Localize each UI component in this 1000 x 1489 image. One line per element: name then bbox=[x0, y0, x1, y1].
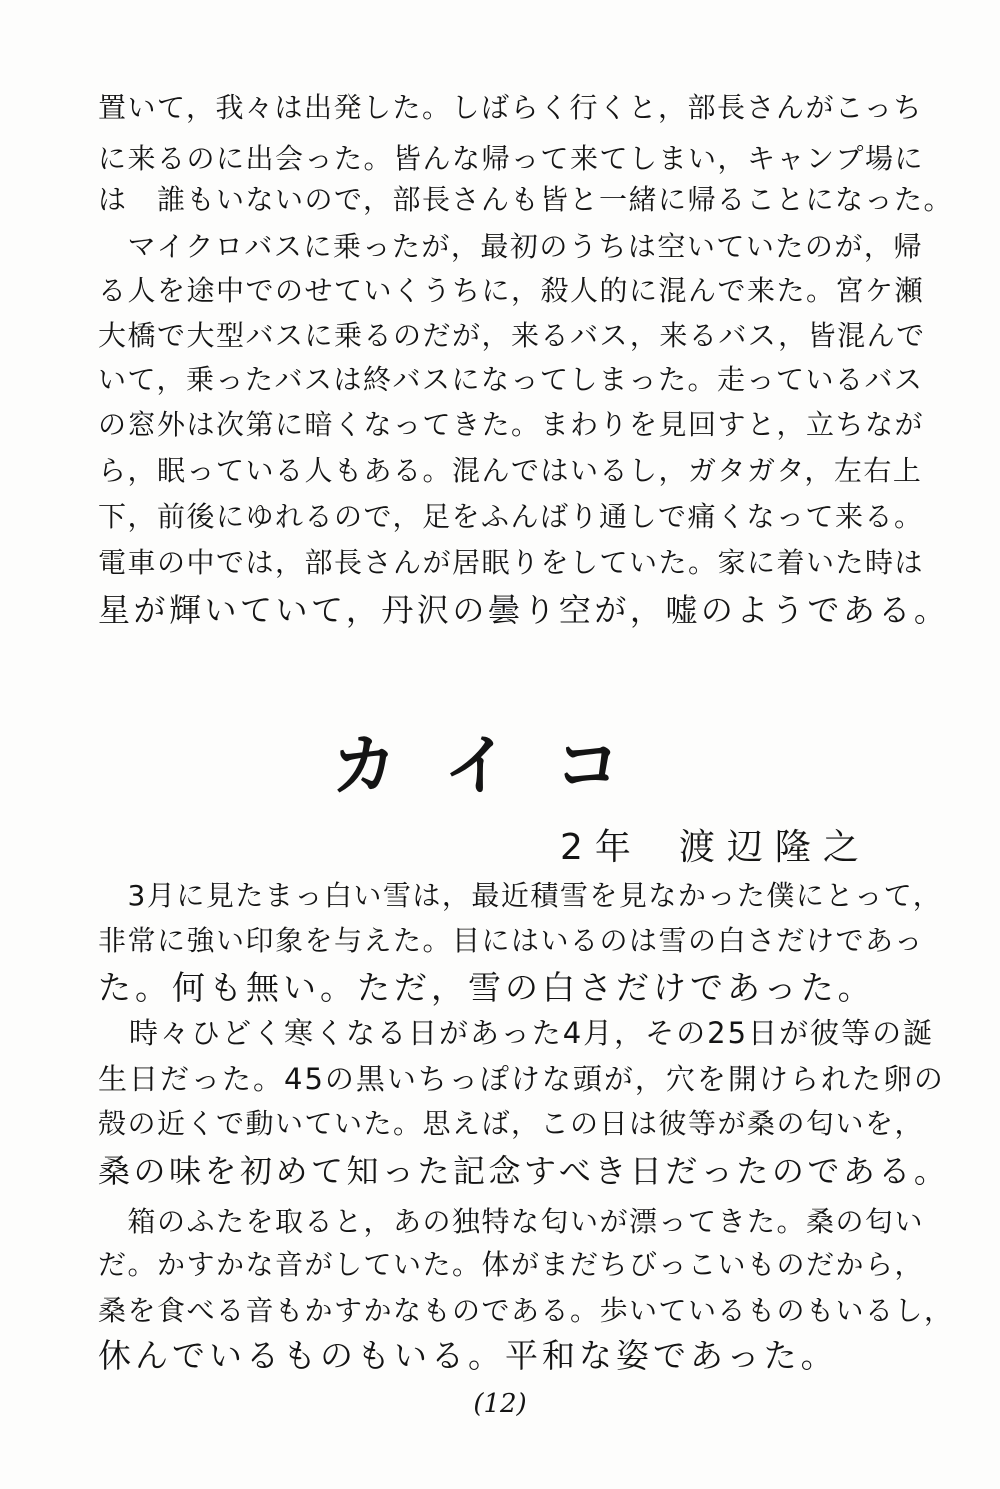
text-line: 非常に強い印象を与えた。目にはいるのは雪の白さだけであっ bbox=[98, 924, 924, 957]
text-line: ら，眠っている人もある。混んではいるし，ガタガタ，左右上 bbox=[98, 454, 923, 487]
author-grade: 2年 bbox=[560, 827, 643, 868]
text-line: 置いて，我々は出発した。しばらく行くと，部長さんがこっち bbox=[98, 91, 923, 124]
text-line: た。何も無い。ただ，雪の白さだけであった。 bbox=[98, 968, 875, 1007]
page-number: (12) bbox=[473, 1389, 527, 1419]
text-line: る人を途中でのせていくうちに，殺人的に混んで来た。宮ケ瀬 bbox=[98, 274, 925, 307]
text-line: 大橋で大型バスに乗るのだが，来るバス，来るバス，皆混んで bbox=[98, 319, 926, 352]
text-line: の窓外は次第に暗くなってきた。まわりを見回すと，立ちなが bbox=[98, 408, 925, 441]
text-line: いて，乗ったバスは終バスになってしまった。走っているバス bbox=[98, 363, 924, 396]
text-line: 桑の味を初めて知った記念すべき日だったのである。 bbox=[98, 1152, 950, 1190]
text-line: 星が輝いていて，丹沢の曇り空が，嘘のようである。 bbox=[98, 591, 950, 629]
text-line: 下，前後にゆれるので，足をふんばり通しで痛くなって来る。 bbox=[98, 500, 924, 533]
text-line: 休んでいるものもいる。平和な姿であった。 bbox=[98, 1336, 838, 1375]
byline bbox=[560, 826, 871, 870]
text-line: マイクロバスに乗ったが，最初のうちは空いていたのが，帰 bbox=[98, 230, 923, 263]
text-line: 電車の中では，部長さんが居眠りをしていた。家に着いた時は bbox=[98, 546, 925, 579]
text-line: 箱のふたを取ると，あの独特な匂いが漂ってきた。桑の匂い bbox=[98, 1205, 925, 1238]
text-line: は 誰もいないので，部長さんも皆と一緒に帰ることになった。 bbox=[98, 183, 953, 216]
text-line: 3月に見たまっ白い雪は，最近積雪を見なかった僕にとって， bbox=[98, 879, 943, 912]
text-line: 時々ひどく寒くなる日があった4月，その25日が彼等の誕 bbox=[98, 1016, 935, 1050]
text-line: に来るのに出会った。皆んな帰って来てしまい，キャンプ場に bbox=[98, 142, 925, 175]
author-name: 渡辺隆之 bbox=[678, 827, 871, 868]
text-line: 殻の近くで動いていた。思えば，この日は彼等が桑の匂いを， bbox=[98, 1107, 925, 1140]
text-line: 桑を食べる音もかすかなものである。歩いているものもいるし， bbox=[98, 1294, 954, 1327]
text-line: 生日だった。45の黒いちっぽけな頭が，穴を開けられた卵の bbox=[98, 1062, 945, 1096]
article-title: カイコ bbox=[331, 727, 669, 804]
text-line: だ。かすかな音がしていた。体がまだちびっこいものだから， bbox=[98, 1248, 925, 1281]
